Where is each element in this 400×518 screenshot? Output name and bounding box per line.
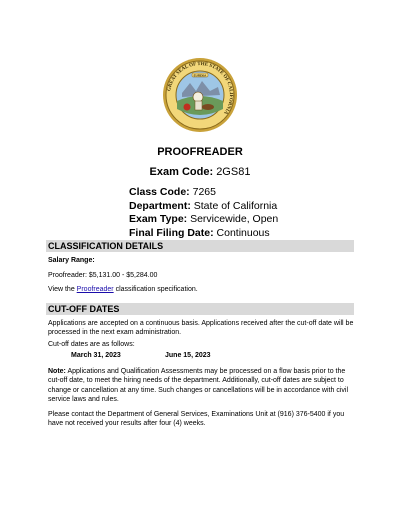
cutoff-dates-intro: Cut-off dates are as follows:: [48, 341, 135, 348]
exam-code-label: Exam Code:: [149, 166, 214, 178]
proofreader-spec-link[interactable]: Proofreader: [76, 286, 114, 293]
view-prefix: View the: [48, 286, 77, 293]
cutoff-date-1: March 31, 2023: [71, 352, 121, 359]
salary-range-label: [48, 256, 354, 265]
exam-type-row: [129, 213, 278, 227]
final-filing-row: [129, 227, 278, 241]
department-label: Department:: [129, 199, 191, 212]
cutoff-paragraph: Applications are accepted on a continuous basis. Applications received after the cut-off date will be processed in the next exam administration.: [48, 320, 354, 337]
department-row: [129, 200, 278, 214]
final-filing-value: Continuous: [216, 226, 270, 239]
california-seal-logo: [162, 57, 238, 133]
classification-spec-line: [48, 285, 354, 294]
salary-line: Proofreader: $5,131.00 - $5,284.00: [48, 272, 158, 279]
salary-range-label-text: Salary Range:: [48, 257, 95, 264]
page-title: PROOFREADER: [157, 146, 243, 158]
cut-off-dates-heading: CUT-OFF DATES: [46, 303, 354, 315]
classification-details-heading: CLASSIFICATION DETAILS: [46, 240, 354, 252]
exam-code: [0, 166, 400, 178]
exam-info-block: [129, 186, 278, 240]
exam-code-value: 2GS81: [216, 166, 251, 178]
exam-type-label: Exam Type:: [129, 213, 188, 225]
exam-type-value: Servicewide, Open: [190, 213, 279, 225]
svg-text:EUREKA: EUREKA: [193, 73, 207, 78]
note-paragraph: [48, 367, 354, 404]
class-code-label: Class Code:: [129, 186, 190, 198]
class-code-row: [129, 186, 278, 200]
cutoff-date-2: June 15, 2023: [165, 352, 211, 359]
class-code-value: 7265: [192, 186, 216, 198]
svg-text:GREAT SEAL OF THE STATE OF CAL: GREAT SEAL OF THE STATE OF CALIFORNIA: [167, 61, 234, 115]
department-value: State of California: [193, 199, 278, 212]
note-text: Applications and Qualification Assessments may be processed on a flow basis prior to the cut-off date, to meet the hiring needs of the department. Additionally, cut-off dates are subject to change or cancellation at any time. Such changes or cancellations will be in accordance with civil service laws and rules.: [48, 368, 348, 403]
note-label: Note:: [48, 368, 66, 375]
contact-paragraph: Please contact the Department of General Services, Examinations Unit at (916) 376-5400 if you have not received your results after four (4) weeks.: [48, 411, 345, 428]
final-filing-label: Final Filing Date:: [129, 226, 214, 239]
view-suffix: classification specification.: [113, 286, 198, 293]
